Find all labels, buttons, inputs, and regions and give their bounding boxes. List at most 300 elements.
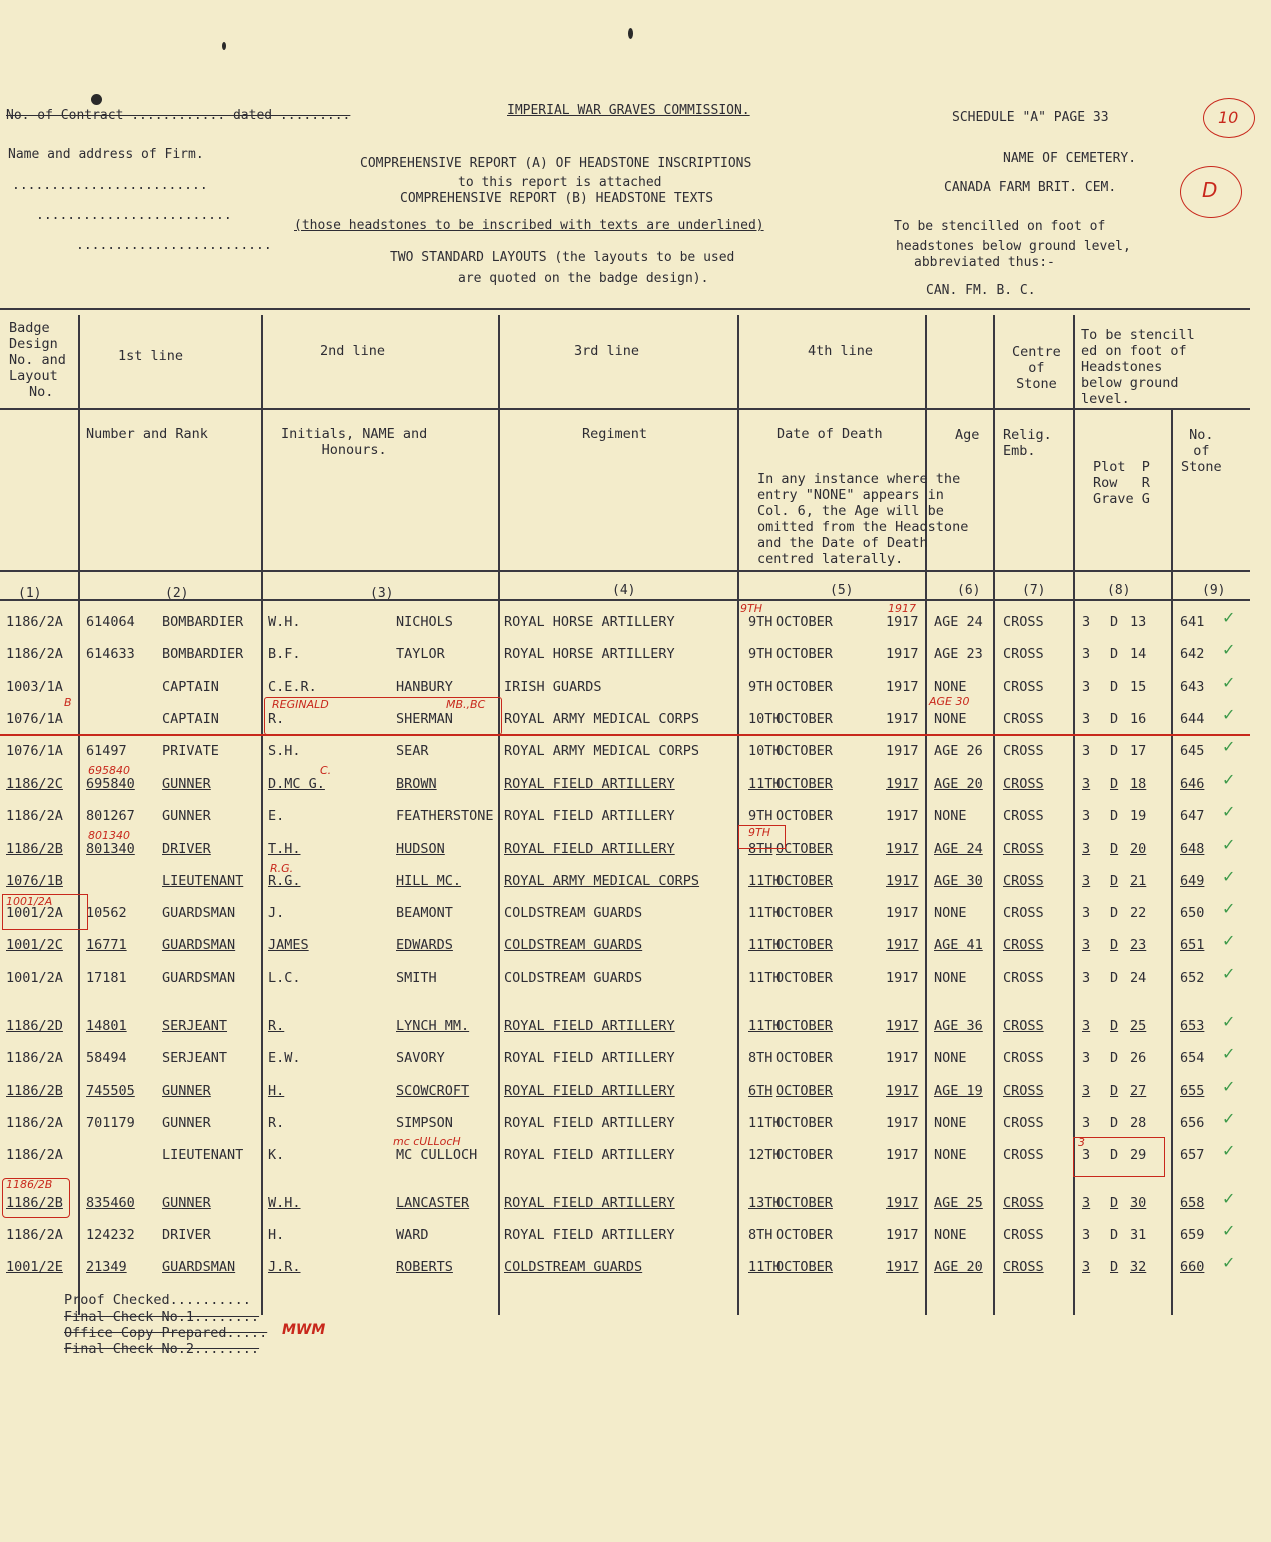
row-15-month: OCTOBER [776, 1083, 833, 1099]
row-17-badge: 1186/2A [6, 1147, 63, 1163]
row-13-relig: CROSS [1003, 1018, 1044, 1034]
row-11-age: AGE 41 [934, 937, 983, 953]
row-2-initials: B.F. [268, 646, 301, 662]
report-line-4: (those headstones to be inscribed with texts are underlined) [294, 218, 764, 233]
row-10-day: 11TH [748, 905, 781, 921]
row-2-day: 9TH [748, 646, 773, 662]
row-2-age: AGE 23 [934, 646, 983, 662]
row-15-grave: 27 [1130, 1083, 1147, 1099]
row-18-stone: 658 [1180, 1195, 1205, 1211]
layouts-line-1: TWO STANDARD LAYOUTS (the layouts to be used [390, 250, 735, 265]
row-11-row: D [1110, 937, 1119, 953]
colnum-2: (2) [165, 586, 189, 601]
row-14-initials: E.W. [268, 1050, 301, 1066]
row-19-number: 124232 [86, 1227, 135, 1243]
row-2-rank: BOMBARDIER [162, 646, 244, 662]
row-6-rank: GUNNER [162, 776, 211, 792]
annot-nichols-day: 9TH [740, 602, 762, 615]
check-mark: ✓ [1222, 1077, 1236, 1096]
annot-sherman-name: REGINALD [272, 698, 329, 711]
row-3-year: 1917 [886, 679, 919, 695]
row-1-day: 9TH [748, 614, 773, 630]
row-16-age: NONE [934, 1115, 967, 1131]
row-6-initials: D.MC G. [268, 776, 325, 792]
row-4-stone: 644 [1180, 711, 1205, 727]
row-10-row: D [1110, 905, 1119, 921]
row-13-badge: 1186/2D [6, 1018, 63, 1034]
row-10-regiment: COLDSTREAM GUARDS [504, 905, 643, 921]
row-6-row: D [1110, 776, 1119, 792]
annot-hudson-day: 9TH [748, 826, 770, 839]
row-9-badge: 1076/1B [6, 873, 63, 889]
row-1-regiment: ROYAL HORSE ARTILLERY [504, 614, 675, 630]
row-17-day: 12TH [748, 1147, 781, 1163]
row-20-row: D [1110, 1259, 1119, 1275]
row-10-badge: 1001/2A [6, 905, 63, 921]
row-16-regiment: ROYAL FIELD ARTILLERY [504, 1115, 675, 1131]
row-13-row: D [1110, 1018, 1119, 1034]
row-17-row: D [1110, 1147, 1119, 1163]
row-18-year: 1917 [886, 1195, 919, 1211]
row-20-age: AGE 20 [934, 1259, 983, 1275]
row-1-row: D [1110, 614, 1119, 630]
row-3-age: NONE [934, 679, 967, 695]
row-15-row: D [1110, 1083, 1119, 1099]
row-20-name: ROBERTS [396, 1259, 453, 1275]
check-mark: ✓ [1222, 802, 1236, 821]
row-7-rank: GUNNER [162, 808, 211, 824]
row-10-grave: 22 [1130, 905, 1147, 921]
annot-brown-c: C. [320, 764, 332, 777]
row-10-number: 10562 [86, 905, 127, 921]
row-6-plot: 3 [1082, 776, 1091, 792]
row-3-regiment: IRISH GUARDS [504, 679, 602, 695]
row-17-age: NONE [934, 1147, 967, 1163]
row-4-rank: CAPTAIN [162, 711, 219, 727]
report-line-2: to this report is attached [458, 175, 662, 190]
row-3-name: HANBURY [396, 679, 453, 695]
row-7-number: 801267 [86, 808, 135, 824]
annot-brown-number: 695840 [88, 764, 130, 777]
row-8-relig: CROSS [1003, 841, 1044, 857]
row-9-initials: R.G. [268, 873, 301, 889]
annot-sherman-honours: MB.,BC [446, 698, 486, 711]
row-16-rank: GUNNER [162, 1115, 211, 1131]
row-13-plot: 3 [1082, 1018, 1091, 1034]
row-9-name: HILL MC. [396, 873, 462, 889]
annot-mcculloch: mc cULLocH [393, 1135, 461, 1148]
row-13-age: AGE 36 [934, 1018, 983, 1034]
row-5-row: D [1110, 743, 1119, 759]
row-8-initials: T.H. [268, 841, 301, 857]
row-7-initials: E. [268, 808, 285, 824]
row-3-plot: 3 [1082, 679, 1091, 695]
row-5-initials: S.H. [268, 743, 301, 759]
row-16-initials: R. [268, 1115, 285, 1131]
row-8-month: OCTOBER [776, 841, 833, 857]
row-11-stone: 651 [1180, 937, 1205, 953]
row-9-regiment: ROYAL ARMY MEDICAL CORPS [504, 873, 700, 889]
row-6-number: 695840 [86, 776, 135, 792]
row-11-rank: GUARDSMAN [162, 937, 236, 953]
row-12-initials: L.C. [268, 970, 301, 986]
row-1-age: AGE 24 [934, 614, 983, 630]
report-line-1: COMPREHENSIVE REPORT (A) OF HEADSTONE INSCRIPTIONS [360, 156, 752, 171]
row-3-badge: 1003/1A [6, 679, 63, 695]
row-10-age: NONE [934, 905, 967, 921]
row-13-number: 14801 [86, 1018, 127, 1034]
row-8-year: 1917 [886, 841, 919, 857]
row-4-initials: R. [268, 711, 285, 727]
row-14-regiment: ROYAL FIELD ARTILLERY [504, 1050, 675, 1066]
row-16-day: 11TH [748, 1115, 781, 1131]
row-12-relig: CROSS [1003, 970, 1044, 986]
row-2-relig: CROSS [1003, 646, 1044, 662]
check-mark: ✓ [1222, 705, 1236, 724]
row-12-plot: 3 [1082, 970, 1091, 986]
row-5-stone: 645 [1180, 743, 1205, 759]
row-17-grave: 29 [1130, 1147, 1147, 1163]
row-14-badge: 1186/2A [6, 1050, 63, 1066]
row-20-number: 21349 [86, 1259, 127, 1275]
row-16-grave: 28 [1130, 1115, 1147, 1131]
colnum-5: (5) [830, 583, 854, 598]
row-2-year: 1917 [886, 646, 919, 662]
stencil-abbrev: CAN. FM. B. C. [926, 283, 1036, 298]
row-11-grave: 23 [1130, 937, 1147, 953]
check-mark: ✓ [1222, 770, 1236, 789]
row-20-year: 1917 [886, 1259, 919, 1275]
row-1-month: OCTOBER [776, 614, 833, 630]
row-14-year: 1917 [886, 1050, 919, 1066]
contract-line: No. of Contract ............ dated ......... [6, 108, 351, 123]
annot-hudson-number: 801340 [88, 829, 130, 842]
row-19-regiment: ROYAL FIELD ARTILLERY [504, 1227, 675, 1243]
row-4-month: OCTOBER [776, 711, 833, 727]
row-15-badge: 1186/2B [6, 1083, 63, 1099]
row-14-relig: CROSS [1003, 1050, 1044, 1066]
page-correction: 10 [1218, 108, 1239, 127]
check-mark: ✓ [1222, 608, 1236, 627]
row-13-month: OCTOBER [776, 1018, 833, 1034]
firm-dots-1: ......................... [12, 178, 208, 193]
row-7-day: 9TH [748, 808, 773, 824]
firm-dots-2: ......................... [36, 208, 232, 223]
office-copy: Office Copy Prepared..... [64, 1325, 268, 1341]
layouts-line-2: are quoted on the badge design). [458, 271, 709, 286]
row-7-relig: CROSS [1003, 808, 1044, 824]
centre-header: Centre of Stone [1012, 344, 1061, 392]
row-17-year: 1917 [886, 1147, 919, 1163]
check-mark: ✓ [1222, 1221, 1236, 1240]
annot-hill-initials: R.G. [270, 862, 294, 875]
row-8-plot: 3 [1082, 841, 1091, 857]
firm-label: Name and address of Firm. [8, 147, 204, 162]
age-header: Age [955, 427, 980, 443]
table-top-rule [0, 308, 1250, 310]
row-5-relig: CROSS [1003, 743, 1044, 759]
row-1-plot: 3 [1082, 614, 1091, 630]
row-8-stone: 648 [1180, 841, 1205, 857]
row-4-age: NONE [934, 711, 967, 727]
report-line-3: COMPREHENSIVE REPORT (B) HEADSTONE TEXTS [400, 191, 714, 206]
row-2-plot: 3 [1082, 646, 1091, 662]
row-7-year: 1917 [886, 808, 919, 824]
row-13-year: 1917 [886, 1018, 919, 1034]
page-correction-circle [1203, 98, 1255, 138]
schedule-label: SCHEDULE "A" PAGE 33 [952, 110, 1109, 125]
row-3-day: 9TH [748, 679, 773, 695]
row-8-age: AGE 24 [934, 841, 983, 857]
row-14-day: 8TH [748, 1050, 773, 1066]
row-18-plot: 3 [1082, 1195, 1091, 1211]
row-14-age: NONE [934, 1050, 967, 1066]
row-6-grave: 18 [1130, 776, 1147, 792]
row-14-number: 58494 [86, 1050, 127, 1066]
row-11-plot: 3 [1082, 937, 1091, 953]
row-4-plot: 3 [1082, 711, 1091, 727]
row-1-year: 1917 [886, 614, 919, 630]
row-20-month: OCTOBER [776, 1259, 833, 1275]
row-17-name: MC CULLOCH [396, 1147, 478, 1163]
row-5-month: OCTOBER [776, 743, 833, 759]
final-check-1: Final Check No.1........ [64, 1309, 260, 1325]
row-16-number: 701179 [86, 1115, 135, 1131]
firm-dots-3: ......................... [76, 238, 272, 253]
stencil-line-3: abbreviated thus:- [914, 255, 1055, 270]
row-1-name: NICHOLS [396, 614, 453, 630]
row-20-relig: CROSS [1003, 1259, 1044, 1275]
row-17-rank: LIEUTENANT [162, 1147, 244, 1163]
row-9-age: AGE 30 [934, 873, 983, 889]
row-17-initials: K. [268, 1147, 285, 1163]
row-5-rank: PRIVATE [162, 743, 219, 759]
row-6-stone: 646 [1180, 776, 1205, 792]
row-12-regiment: COLDSTREAM GUARDS [504, 970, 643, 986]
row-16-badge: 1186/2A [6, 1115, 63, 1131]
plot-letter: D [1202, 178, 1218, 202]
row-10-relig: CROSS [1003, 905, 1044, 921]
row-8-regiment: ROYAL FIELD ARTILLERY [504, 841, 675, 857]
row-15-relig: CROSS [1003, 1083, 1044, 1099]
row-18-rank: GUNNER [162, 1195, 211, 1211]
row-6-badge: 1186/2C [6, 776, 63, 792]
row-5-number: 61497 [86, 743, 127, 759]
row-17-month: OCTOBER [776, 1147, 833, 1163]
row-15-initials: H. [268, 1083, 285, 1099]
row-19-rank: DRIVER [162, 1227, 211, 1243]
check-mark: ✓ [1222, 835, 1236, 854]
row-2-number: 614633 [86, 646, 135, 662]
col-divider [993, 315, 995, 1315]
row-4-grave: 16 [1130, 711, 1147, 727]
row-9-relig: CROSS [1003, 873, 1044, 889]
row-14-grave: 26 [1130, 1050, 1147, 1066]
col-divider [498, 315, 500, 1315]
row-5-year: 1917 [886, 743, 919, 759]
header-rule [0, 408, 1250, 410]
row-9-row: D [1110, 873, 1119, 889]
row-3-initials: C.E.R. [268, 679, 317, 695]
row-8-rank: DRIVER [162, 841, 211, 857]
ink-speck [222, 42, 226, 50]
row-7-name: FEATHERSTONE [396, 808, 494, 824]
row-14-rank: SERJEANT [162, 1050, 228, 1066]
check-mark: ✓ [1222, 1044, 1236, 1063]
row-14-plot: 3 [1082, 1050, 1091, 1066]
row-1-badge: 1186/2A [6, 614, 63, 630]
check-mark: ✓ [1222, 737, 1236, 756]
row-5-name: SEAR [396, 743, 429, 759]
line2-header: 2nd line [320, 343, 386, 359]
row-18-badge: 1186/2B [6, 1195, 63, 1211]
row-11-name: EDWARDS [396, 937, 453, 953]
row-14-row: D [1110, 1050, 1119, 1066]
row-18-number: 835460 [86, 1195, 135, 1211]
row-20-regiment: COLDSTREAM GUARDS [504, 1259, 643, 1275]
row-19-day: 8TH [748, 1227, 773, 1243]
row-9-rank: LIEUTENANT [162, 873, 244, 889]
row-14-name: SAVORY [396, 1050, 445, 1066]
ink-blot [91, 94, 102, 105]
row-12-year: 1917 [886, 970, 919, 986]
stencil-line-1: To be stencilled on foot of [894, 219, 1106, 234]
line1-header: 1st line [118, 348, 184, 364]
row-6-relig: CROSS [1003, 776, 1044, 792]
row-1-number: 614064 [86, 614, 135, 630]
badge-header: Badge Design No. and Layout No. [9, 320, 66, 400]
row-7-age: NONE [934, 808, 967, 824]
row-13-regiment: ROYAL FIELD ARTILLERY [504, 1018, 675, 1034]
relig-header: Relig. Emb. [1003, 427, 1052, 459]
row-6-age: AGE 20 [934, 776, 983, 792]
row-13-rank: SERJEANT [162, 1018, 228, 1034]
row-11-regiment: COLDSTREAM GUARDS [504, 937, 643, 953]
date-header: Date of Death [777, 426, 883, 442]
row-11-initials: JAMES [268, 937, 309, 953]
ink-speck [628, 28, 633, 39]
row-15-number: 745505 [86, 1083, 135, 1099]
row-9-day: 11TH [748, 873, 781, 889]
row-2-grave: 14 [1130, 646, 1147, 662]
row-13-day: 11TH [748, 1018, 781, 1034]
row-18-regiment: ROYAL FIELD ARTILLERY [504, 1195, 675, 1211]
check-mark: ✓ [1222, 1253, 1236, 1272]
row-9-year: 1917 [886, 873, 919, 889]
row-6-day: 11TH [748, 776, 781, 792]
annot-grave29-box [1073, 1137, 1165, 1177]
row-3-relig: CROSS [1003, 679, 1044, 695]
row-5-grave: 17 [1130, 743, 1147, 759]
row-15-name: SCOWCROFT [396, 1083, 470, 1099]
row-15-rank: GUNNER [162, 1083, 211, 1099]
row-8-badge: 1186/2B [6, 841, 63, 857]
check-mark: ✓ [1222, 867, 1236, 886]
row-3-month: OCTOBER [776, 679, 833, 695]
row-16-name: SIMPSON [396, 1115, 453, 1131]
row-3-rank: CAPTAIN [162, 679, 219, 695]
row-10-stone: 650 [1180, 905, 1205, 921]
row-10-month: OCTOBER [776, 905, 833, 921]
annot-lancaster-badge: 1186/2B [6, 1178, 53, 1191]
row-12-row: D [1110, 970, 1119, 986]
row-19-age: NONE [934, 1227, 967, 1243]
colnum-9: (9) [1202, 583, 1226, 598]
row-17-relig: CROSS [1003, 1147, 1044, 1163]
row-20-initials: J.R. [268, 1259, 301, 1275]
row-8-name: HUDSON [396, 841, 445, 857]
row-20-grave: 32 [1130, 1259, 1147, 1275]
row-11-number: 16771 [86, 937, 127, 953]
row-12-rank: GUARDSMAN [162, 970, 236, 986]
row-15-regiment: ROYAL FIELD ARTILLERY [504, 1083, 675, 1099]
row-8-row: D [1110, 841, 1119, 857]
cemetery-name: CANADA FARM BRIT. CEM. [944, 180, 1117, 195]
col-divider [261, 315, 263, 1315]
row-2-regiment: ROYAL HORSE ARTILLERY [504, 646, 675, 662]
row-3-grave: 15 [1130, 679, 1147, 695]
regiment-header: Regiment [582, 426, 648, 442]
row-18-grave: 30 [1130, 1195, 1147, 1211]
check-mark: ✓ [1222, 964, 1236, 983]
row-5-badge: 1076/1A [6, 743, 63, 759]
row-7-stone: 647 [1180, 808, 1205, 824]
col-divider [78, 315, 80, 1315]
row-12-badge: 1001/2A [6, 970, 63, 986]
row-11-year: 1917 [886, 937, 919, 953]
row-19-grave: 31 [1130, 1227, 1147, 1243]
check-mark: ✓ [1222, 1109, 1236, 1128]
row-1-initials: W.H. [268, 614, 301, 630]
row-17-regiment: ROYAL FIELD ARTILLERY [504, 1147, 675, 1163]
row-10-rank: GUARDSMAN [162, 905, 236, 921]
row-10-plot: 3 [1082, 905, 1091, 921]
row-4-relig: CROSS [1003, 711, 1044, 727]
row-17-stone: 657 [1180, 1147, 1205, 1163]
cemetery-label: NAME OF CEMETERY. [1003, 151, 1137, 166]
check-mark: ✓ [1222, 1141, 1236, 1160]
annot-sherman-age: AGE 30 [929, 695, 970, 708]
row-7-badge: 1186/2A [6, 808, 63, 824]
row-20-plot: 3 [1082, 1259, 1091, 1275]
row-16-row: D [1110, 1115, 1119, 1131]
row-18-month: OCTOBER [776, 1195, 833, 1211]
age-note: In any instance where the entry "NONE" appears in Col. 6, the Age will be omitted from the Headstone and the Date of Death centred laterally. [757, 471, 969, 567]
row-3-stone: 643 [1180, 679, 1205, 695]
row-2-row: D [1110, 646, 1119, 662]
row-18-age: AGE 25 [934, 1195, 983, 1211]
row-10-year: 1917 [886, 905, 919, 921]
row-20-day: 11TH [748, 1259, 781, 1275]
row-17-plot: 3 [1082, 1147, 1091, 1163]
row-6-regiment: ROYAL FIELD ARTILLERY [504, 776, 675, 792]
row-2-name: TAYLOR [396, 646, 445, 662]
stencil-line-2: headstones below ground level, [896, 239, 1131, 254]
row-8-grave: 20 [1130, 841, 1147, 857]
row-1-grave: 13 [1130, 614, 1147, 630]
check-mark: ✓ [1222, 1189, 1236, 1208]
check-mark: ✓ [1222, 931, 1236, 950]
row-12-number: 17181 [86, 970, 127, 986]
row-18-relig: CROSS [1003, 1195, 1044, 1211]
row-12-age: NONE [934, 970, 967, 986]
row-20-rank: GUARDSMAN [162, 1259, 236, 1275]
row-11-month: OCTOBER [776, 937, 833, 953]
annot-grave29: 3 [1078, 1136, 1085, 1149]
line3-header: 3rd line [574, 343, 640, 359]
row-9-stone: 649 [1180, 873, 1205, 889]
proof-checked: Proof Checked.......... [64, 1292, 251, 1308]
